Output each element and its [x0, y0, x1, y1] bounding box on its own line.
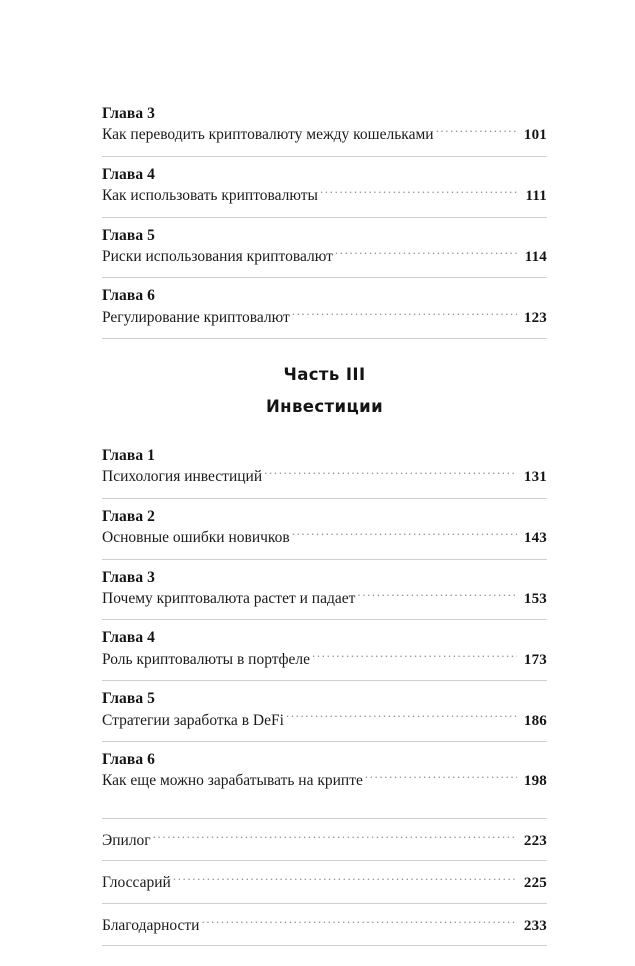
page-number: 114: [524, 248, 547, 265]
chapter-label: Глава 6: [102, 751, 156, 769]
page-number: 101: [523, 127, 547, 144]
toc-entry[interactable]: [102, 156, 547, 208]
chapter-title-line: [102, 306, 547, 330]
chapter-title-line: [102, 184, 547, 208]
page-number: 143: [523, 530, 547, 547]
toc-entry[interactable]: [102, 277, 547, 329]
toc-entry[interactable]: [102, 498, 547, 550]
dot-leader: [286, 709, 517, 725]
dot-leader: [201, 914, 517, 930]
page-number: 233: [523, 917, 547, 934]
page-number: 173: [523, 651, 547, 668]
dot-leader: [292, 306, 517, 322]
back-matter-line: [102, 829, 547, 853]
toc-entry[interactable]: [102, 217, 547, 269]
page-number: 131: [523, 469, 547, 486]
part-title: Инвестиции: [265, 397, 384, 417]
chapter-title-line: [102, 123, 547, 147]
dot-leader: [320, 185, 517, 201]
toc-section-part-two-continued: [102, 96, 547, 339]
dot-leader: [153, 829, 517, 845]
back-matter-title: Глоссарий: [102, 874, 171, 892]
back-matter-line: [102, 914, 547, 938]
toc-entry[interactable]: [102, 96, 547, 147]
toc-entry[interactable]: [102, 903, 547, 947]
chapter-title-line: [102, 709, 547, 733]
chapter-label: Глава 5: [102, 226, 156, 244]
chapter-title: Роль криптовалюты в портфеле: [102, 650, 311, 668]
chapter-label: Глава 1: [102, 447, 156, 465]
chapter-title-line: [102, 648, 547, 672]
page-number: 153: [523, 590, 547, 607]
toc-entry[interactable]: [102, 818, 547, 861]
chapter-title-line: [102, 587, 547, 611]
chapter-label: Глава 4: [102, 629, 156, 647]
chapter-title: Стратегии заработка в DeFi: [102, 711, 284, 729]
dot-leader: [312, 648, 517, 664]
back-matter-title: Эпилог: [102, 831, 151, 849]
chapter-title-line: [102, 769, 547, 793]
page-number: 111: [525, 188, 547, 205]
chapter-label: Глава 5: [102, 690, 156, 708]
dot-leader: [365, 770, 517, 786]
chapter-title-line: [102, 245, 547, 269]
dot-leader: [357, 587, 517, 603]
chapter-title-line: [102, 526, 547, 550]
dot-leader: [292, 527, 517, 543]
back-matter-line: [102, 871, 547, 895]
toc-section-part-three: [102, 438, 547, 793]
back-matter-title: Благодарности: [102, 916, 200, 934]
dot-leader: [335, 245, 517, 261]
toc-entry[interactable]: [102, 680, 547, 732]
dot-leader: [173, 872, 517, 888]
toc-entry[interactable]: [102, 741, 547, 793]
page-number: 198: [523, 773, 547, 790]
chapter-title: Регулирование криптовалют: [102, 308, 290, 326]
toc-entry[interactable]: [102, 860, 547, 903]
page-number: 225: [523, 875, 547, 892]
chapter-label: Глава 4: [102, 165, 156, 183]
section-divider: [102, 338, 547, 339]
dot-leader: [264, 466, 517, 482]
page-number: 123: [523, 309, 547, 326]
toc-entry[interactable]: [102, 438, 547, 489]
chapter-label: Глава 3: [102, 568, 156, 586]
dot-leader: [436, 124, 517, 140]
chapter-title: Почему криптовалюта растет и падает: [102, 589, 356, 607]
chapter-title-line: [102, 465, 547, 489]
chapter-title: Риски использования криптовалют: [102, 247, 333, 265]
chapter-label: Глава 6: [102, 287, 156, 305]
toc-container: [102, 96, 547, 946]
part-heading: [102, 365, 547, 416]
chapter-title: Как еще можно зарабатывать на крипте: [102, 772, 363, 790]
page-number: 223: [523, 832, 547, 849]
toc-entry[interactable]: [102, 619, 547, 671]
toc-entry[interactable]: [102, 559, 547, 611]
chapter-label: Глава 3: [102, 105, 156, 122]
chapter-label: Глава 2: [102, 507, 156, 525]
toc-section-back-matter: [102, 818, 547, 947]
page-number: 186: [523, 712, 547, 729]
part-number: Часть III: [283, 365, 366, 385]
chapter-title: Психология инвестиций: [102, 468, 263, 486]
chapter-title: Как переводить криптовалюту между кошельками: [102, 126, 434, 144]
chapter-title: Основные ошибки новичков: [102, 529, 290, 547]
chapter-title: Как использовать криптовалюты: [102, 187, 318, 205]
